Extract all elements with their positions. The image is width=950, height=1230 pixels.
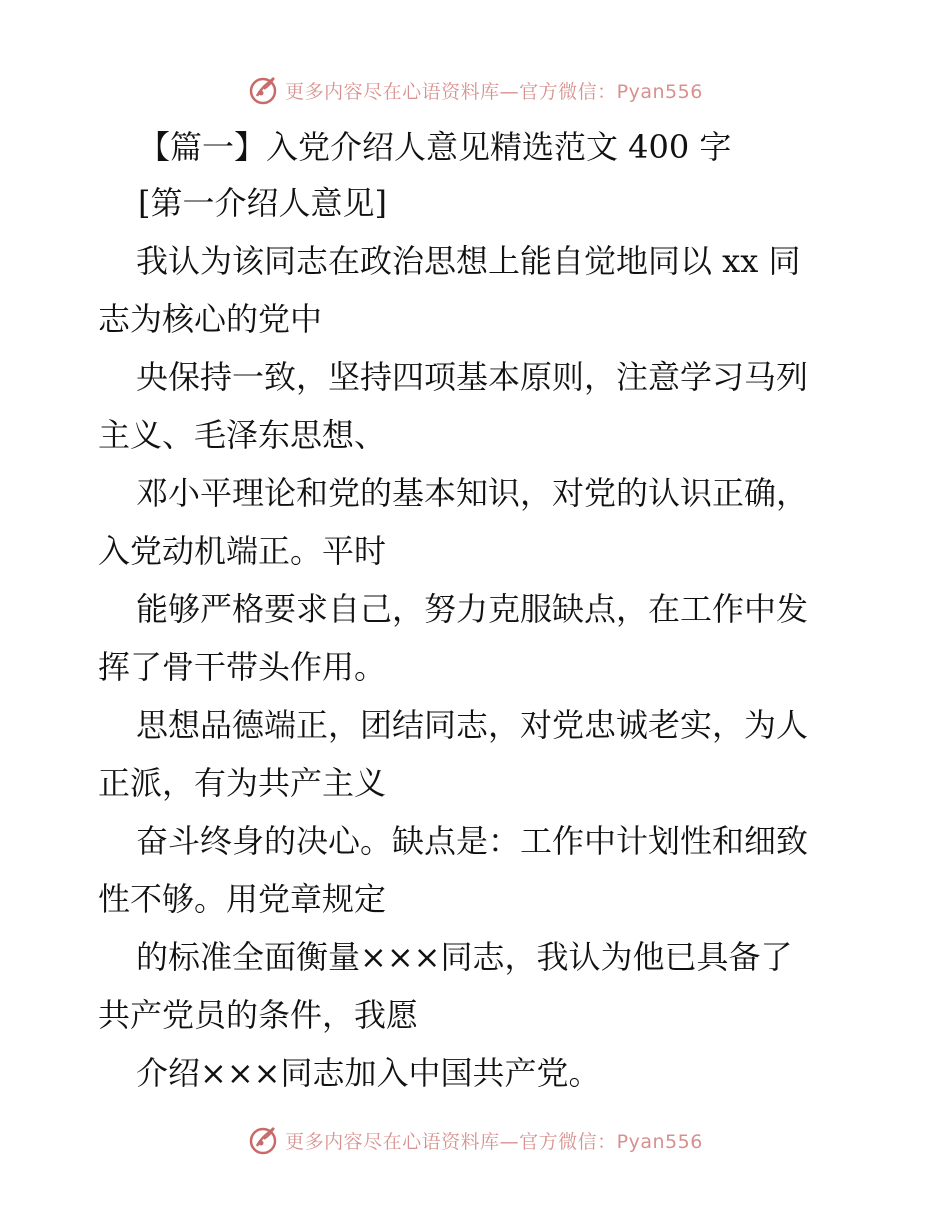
text-line: 正派，有为共产主义 <box>98 764 387 802</box>
header-watermark <box>0 70 950 110</box>
paragraph-lines <box>98 232 858 1102</box>
footer-watermark <box>0 1120 950 1160</box>
text-line: 介绍×××同志加入中国共产党。 <box>136 1054 601 1092</box>
text-line: 入党动机端正。平时 <box>98 532 387 570</box>
text-line: 共产党员的条件，我愿 <box>98 996 419 1034</box>
text-line: 我认为该同志在政治思想上能自觉地同以 xx 同 <box>136 242 801 280</box>
quill-swirl-icon <box>247 74 279 106</box>
text-line: 的标准全面衡量×××同志，我认为他已具备了 <box>136 938 793 976</box>
watermark-text: 更多内容尽在心语资料库—官方微信：Pyan556 <box>285 1130 703 1153</box>
text-line: 挥了骨干带头作用。 <box>98 648 387 686</box>
watermark-text: 更多内容尽在心语资料库—官方微信：Pyan556 <box>285 80 703 103</box>
text-line: 央保持一致，坚持四项基本原则，注意学习马列 <box>136 358 809 396</box>
document-subtitle: [第一介绍人意见] <box>138 184 387 222</box>
text-line: 主义、毛泽东思想、 <box>98 416 387 454</box>
quill-swirl-icon <box>247 1124 279 1156</box>
text-line: 思想品德端正，团结同志，对党忠诚老实，为人 <box>136 706 809 744</box>
document-body <box>98 120 858 1102</box>
text-line: 能够严格要求自己，努力克服缺点，在工作中发 <box>136 590 809 628</box>
text-line: 志为核心的党中 <box>98 300 323 338</box>
text-line: 邓小平理论和党的基本知识，对党的认识正确， <box>136 474 809 512</box>
text-line: 性不够。用党章规定 <box>98 880 387 918</box>
text-line: 奋斗终身的决心。缺点是：工作中计划性和细致 <box>136 822 809 860</box>
document-title: 【篇一】入党介绍人意见精选范文 400 字 <box>138 128 732 166</box>
